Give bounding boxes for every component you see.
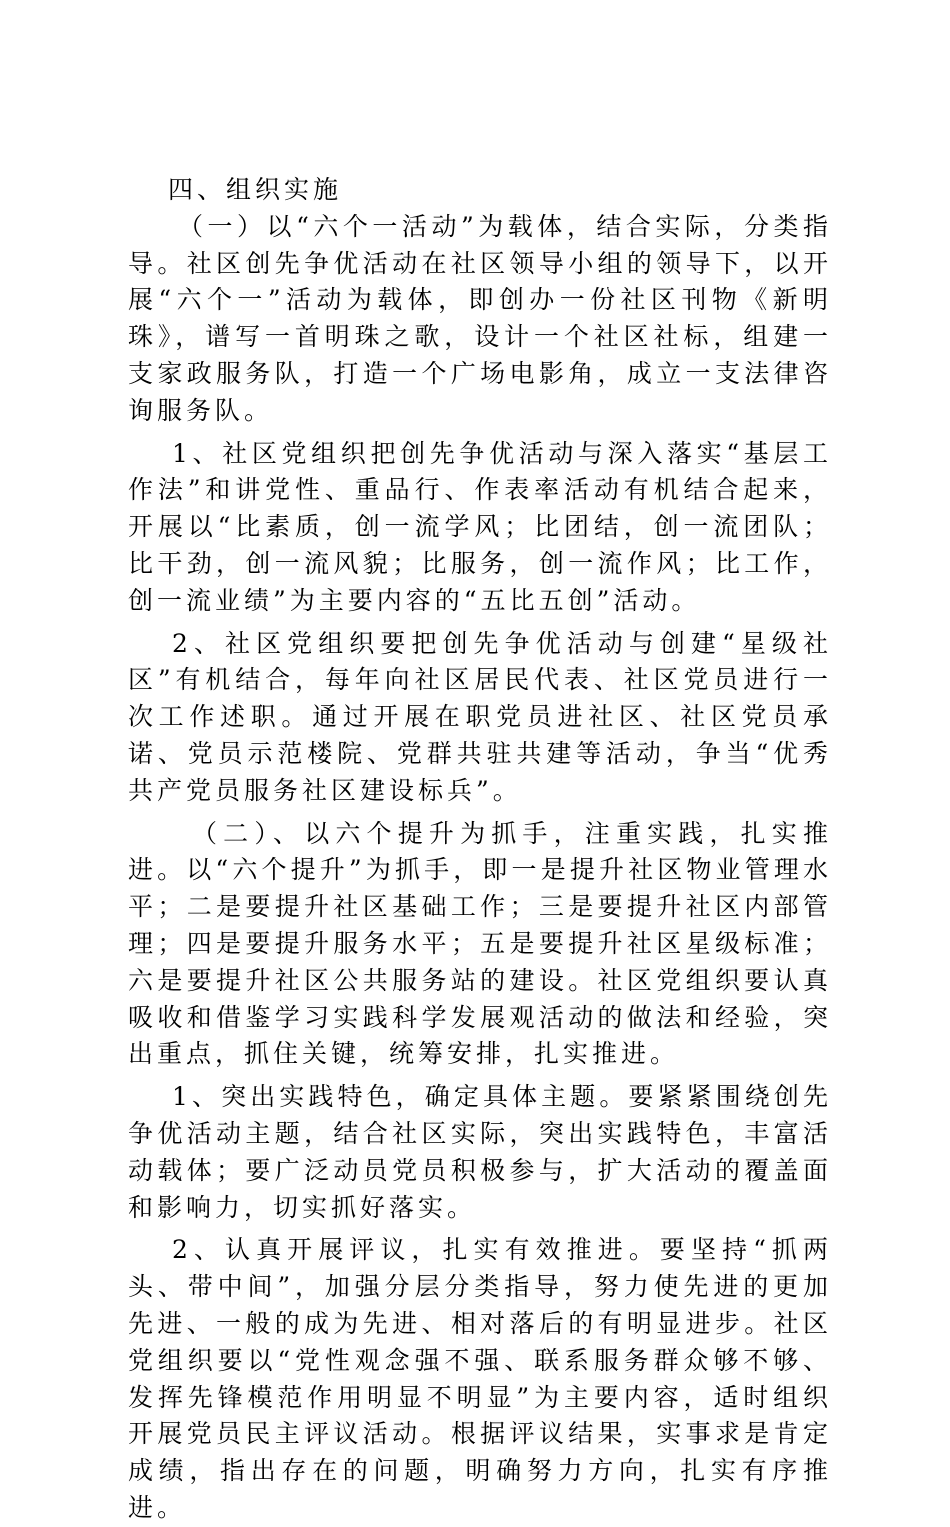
paragraph-subsection-2: （二）、以六个提升为抓手，注重实践，扎实推进。以“六个提升”为抓手，即一是提升社区物业管理水平；二是要提升社区基础工作；三是要提升社区内部管理；四是要提升服务水平；五是要提升社区星级标准；六是要提升社区公共服务站的建设。社区党组织要认真吸收和借鉴学习实践科学发展观活动的做法和经验，突出重点，抓住关键，统筹安排，扎实推进。 bbox=[128, 818, 832, 1069]
paragraph-item-2-1: 1、突出实践特色，确定具体主题。要紧紧围绕创先争优活动主题，结合社区实际，突出实践特色，丰富活动载体；要广泛动员党员积极参与，扩大活动的覆盖面和影响力，切实抓好落实。 bbox=[128, 1082, 832, 1222]
paragraph-item-2-2: 2、认真开展评议，扎实有效推进。要坚持“抓两头、带中间”，加强分层分类指导，努力使先进的更加先进、一般的成为先进、相对落后的有明显进步。社区党组织要以“党性观念强不强、联系服务群众够不够、发挥先锋模范作用明显不明显”为主要内容，适时组织开展党员民主评议活动。根据评议结果，实事求是肯定成绩，指出存在的问题，明确努力方向，扎实有序推进。 bbox=[128, 1235, 832, 1522]
paragraph-item-1-1: 1、社区党组织把创先争优活动与深入落实“基层工作法”和讲党性、重品行、作表率活动有机结合起来，开展以“比素质，创一流学风；比团结，创一流团队；比干劲，创一流风貌；比服务，创一流作风；比工作，创一流业绩”为主要内容的“五比五创”活动。 bbox=[128, 438, 832, 615]
document-body bbox=[128, 172, 832, 1527]
section-heading: 四、组织实施 bbox=[168, 175, 343, 204]
paragraph-item-1-2: 2、社区党组织要把创先争优活动与创建“星级社区”有机结合，每年向社区居民代表、社区党员进行一次工作述职。通过开展在职党员进社区、社区党员承诺、党员示范楼院、党群共驻共建等活动，争当“优秀共产党员服务社区建设标兵”。 bbox=[128, 628, 832, 805]
paragraph-subsection-1: （一）以“六个一活动”为载体，结合实际，分类指导。社区创先争优活动在社区领导小组的领导下，以开展“六个一”活动为载体，即创办一份社区刊物《新明珠》，谱写一首明珠之歌，设计一个社区社标，组建一支家政服务队，打造一个广场电影角，成立一支法律咨询服务队。 bbox=[128, 211, 832, 425]
